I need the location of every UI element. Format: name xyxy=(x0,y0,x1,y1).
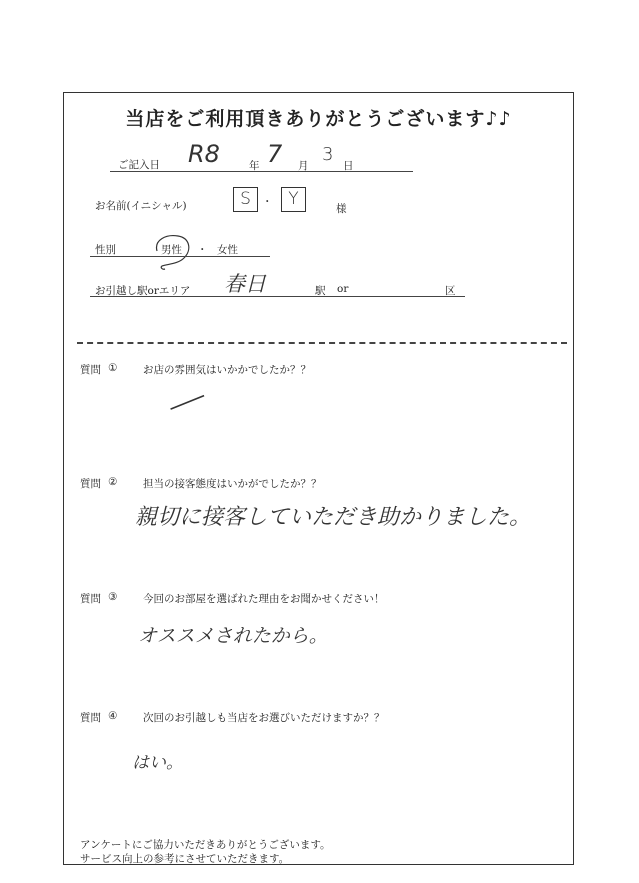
question-3-number: ③ xyxy=(108,591,118,603)
question-1-answer: — xyxy=(159,371,214,430)
era-value: R8 xyxy=(188,140,220,168)
question-2-number: ② xyxy=(108,476,118,488)
gender-underline xyxy=(90,256,270,257)
date-label: ご記入日 xyxy=(118,159,160,171)
initial-box-2: Y xyxy=(281,187,306,212)
question-2-answer: 親切に接客していただき助かりました。 xyxy=(135,505,532,530)
name-label: お名前(イニシャル) xyxy=(95,200,187,212)
male-selected-circle-icon xyxy=(150,228,194,272)
station-label: お引越し駅orエリア xyxy=(95,285,191,297)
question-1-number: ① xyxy=(108,362,118,374)
gender-male: 男性 xyxy=(161,244,182,256)
day-label: 日 xyxy=(343,160,354,172)
question-4-number: ④ xyxy=(108,710,118,722)
honorific-suffix: 様 xyxy=(336,203,347,215)
or-label: or xyxy=(337,283,349,295)
month-label: 月 xyxy=(298,160,309,172)
form-title: 当店をご利用頂きありがとうございます♪♪ xyxy=(125,108,512,130)
question-1-text: お店の雰囲気はいかかでしたか？？ xyxy=(143,364,311,376)
question-4-label: 質問 xyxy=(80,712,101,724)
footer-note: サービス向上の参考にさせていただきます。 xyxy=(80,853,290,865)
question-2-label: 質問 xyxy=(80,478,101,490)
station-underline xyxy=(90,296,465,297)
question-3-label: 質問 xyxy=(80,593,101,605)
date-underline xyxy=(110,171,413,172)
footer-thanks: アンケートにご協力いただきありがとうございます。 xyxy=(80,839,331,851)
section-divider xyxy=(77,342,567,344)
question-4-text: 次回のお引越しも当店をお選びいただけますか？？ xyxy=(143,712,385,724)
initial-separator: ・ xyxy=(262,196,273,208)
station-suffix: 駅 xyxy=(315,285,326,297)
gender-separator: ・ xyxy=(197,244,208,256)
initial-box-1: S xyxy=(233,187,258,212)
station-value: 春日 xyxy=(224,272,266,296)
question-4-answer: はい。 xyxy=(132,753,183,773)
day-value: 3 xyxy=(322,144,334,165)
year-label: 年 xyxy=(249,160,260,172)
gender-female: 女性 xyxy=(217,244,238,256)
ward-suffix: 区 xyxy=(445,285,456,297)
gender-label: 性別 xyxy=(95,244,116,256)
question-1-label: 質問 xyxy=(80,364,101,376)
question-2-text: 担当の接客態度はいかがでしたか？？ xyxy=(143,478,322,490)
question-3-text: 今回のお部屋を選ばれた理由をお聞かせください！ xyxy=(143,593,385,605)
question-3-answer: オススメされたから。 xyxy=(138,625,328,647)
month-value: 7 xyxy=(267,140,283,168)
